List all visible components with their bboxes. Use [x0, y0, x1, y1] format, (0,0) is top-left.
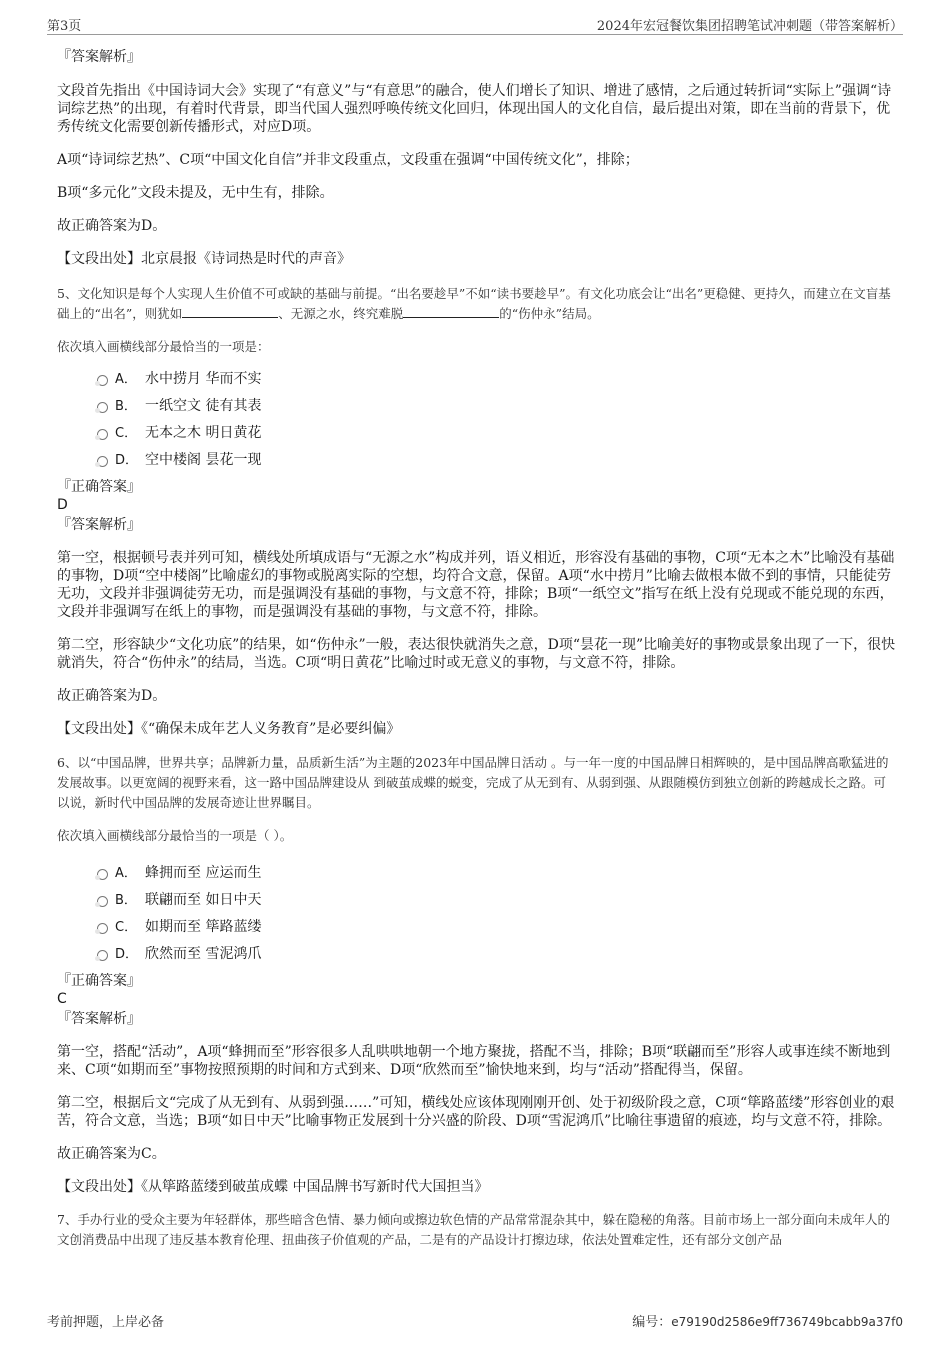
source-line: 【文段出处】《从筚路蓝缕到破茧成蝶 中国品牌书写新时代大国担当》 — [57, 1179, 489, 1195]
analysis-paragraph: B项“多元化”文段未提及，无中生有，排除。 — [57, 185, 334, 201]
radio-icon[interactable] — [97, 375, 108, 386]
stem-text: 的“伤仲永”结局。 — [499, 306, 600, 321]
page-header — [47, 12, 903, 35]
option-c[interactable] — [57, 914, 897, 941]
question-stem: 7、手办行业的受众主要为年轻群体，那些暗含色情、暴力倾向或擦边软色情的产品常常混杂其中，躲在隐秘的角落。目前市场上一部分面向未成年人的文创消费品中出现了违反基本教育伦理、扭曲孩子价值观的产品，二是有的产品设计打擦边球，依法处置难定性，还有部分文创产品 — [57, 1212, 890, 1247]
conclusion: 故正确答案为D。 — [57, 688, 167, 704]
option-letter: D． — [115, 947, 139, 962]
analysis-paragraph: 第一空，搭配“活动”，A项“蜂拥而至”形容很多人乱哄哄地朝一个地方聚拢，搭配不当，排除；B项“联翩而至”形容人或事连续不断地到来、C项“如期而至”事物按照预期的时间和方式到来、D项“欣然而至”愉快地来到，均与“活动”搭配得当，保留。 — [57, 1044, 891, 1078]
option-text: 空中楼阁 昙花一现 — [145, 452, 262, 468]
blank-line — [403, 305, 499, 318]
source-line: 【文段出处】《“确保未成年艺人义务教育”是必要纠偏》 — [57, 721, 401, 737]
option-a[interactable] — [57, 860, 897, 887]
correct-answer-label: 『正确答案』 — [57, 973, 141, 989]
intro-block — [57, 48, 897, 268]
options-list — [57, 366, 897, 474]
question-stem: 6、以“中国品牌，世界共享；品牌新力量，品质新生活”为主题的2023年中国品牌日活动 。与一年一度的中国品牌日相辉映的，是中国品牌高歌猛进的发展故事。以更宽阔的视野来看，这一路中国品牌建设从 到破茧成蝶的蜕变，完成了从无到有、从弱到强、从跟随模仿到独立创新的跨越成长之路。可以说，新时代中国品牌的发展奇迹让世界瞩目。 — [57, 755, 889, 810]
radio-icon[interactable] — [97, 950, 108, 961]
option-text: 一纸空文 徒有其表 — [145, 398, 262, 414]
analysis-paragraph: 第二空，根据后文“完成了从无到有、从弱到强……”可知，横线处应该体现刚刚开创、处于初级阶段之意，C项“筚路蓝缕”形容创业的艰苦，符合文意，当选；B项“如日中天”比喻事物正发展到十分兴盛的阶段、D项“雪泥鸿爪”比喻往事遗留的痕迹，均与文意不符，排除。 — [57, 1095, 895, 1129]
question-prompt: 依次填入画横线部分最恰当的一项是（ ）。 — [57, 828, 293, 843]
stem-text: 、无源之水，终究难脱 — [278, 306, 404, 321]
footer-slogan: 考前押题，上岸必备 — [47, 1315, 165, 1330]
analysis-label: 『答案解析』 — [57, 1011, 141, 1027]
page-content — [57, 45, 897, 1250]
analysis-paragraph: A项“诗词综艺热”、C项“中国文化自信”并非文段重点，文段重在强调“中国传统文化”，排除； — [57, 152, 639, 168]
document-title: 2024年宏冠餐饮集团招聘笔试冲刺题（带答案解析） — [596, 19, 903, 34]
source-line: 【文段出处】北京晨报《诗词热是时代的声音》 — [57, 251, 351, 267]
option-text: 蜂拥而至 应运而生 — [145, 865, 262, 881]
option-d[interactable] — [57, 941, 897, 968]
analysis-label: 『答案解析』 — [57, 49, 141, 65]
analysis-paragraph: 文段首先指出《中国诗词大会》实现了“有意义”与“有意思”的融合，使人们增长了知识、增进了感情，之后通过转折词“实际上”强调“诗词综艺热”的出现，有着时代背景，即当代国人强烈呼唤传统文化回归，体现出国人的文化自信，最后提出对策，即在当前的背景下，优秀传统文化需要创新传播形式，对应D项。 — [57, 83, 892, 135]
radio-icon[interactable] — [97, 869, 108, 880]
option-b[interactable] — [57, 393, 897, 420]
code-value: e79190d2586e9ff736749bcabb9a37f0 — [671, 1315, 903, 1329]
conclusion: 故正确答案为C。 — [57, 1146, 166, 1162]
option-text: 水中捞月 华而不实 — [145, 371, 262, 387]
option-letter: A． — [115, 866, 137, 881]
question-7 — [57, 1210, 897, 1250]
option-letter: C． — [115, 920, 138, 935]
code-label: 编号： — [632, 1315, 672, 1330]
option-b[interactable] — [57, 887, 897, 914]
analysis-paragraph: 第一空，根据顿号表并列可知，横线处所填成语与“无源之水”构成并列，语义相近，形容没有基础的事物，C项“无本之木”比喻没有基础的事物，D项“空中楼阁”比喻虚幻的事物或脱离实际的空想，均符合文意，保留。A项“水中捞月”比喻去做根本做不到的事情，只能徒劳无功，文段并非强调徒劳无功，而是强调没有基础的事物，与文意不符，排除；B项“一纸空文”指写在纸上没有兑现或不能兑现的东西，文段并非强调写在纸上的事物，而是强调没有基础的事物，与文意不符，排除。 — [57, 550, 895, 620]
question-prompt: 依次填入画横线部分最恰当的一项是： — [57, 339, 270, 354]
question-stem — [57, 284, 897, 324]
correct-answer: C — [57, 991, 67, 1007]
radio-icon[interactable] — [97, 429, 108, 440]
option-letter: D． — [115, 453, 139, 468]
option-text: 如期而至 筚路蓝缕 — [145, 919, 262, 935]
radio-icon[interactable] — [97, 923, 108, 934]
radio-icon[interactable] — [97, 456, 108, 467]
blank-line — [182, 305, 278, 318]
correct-answer: D — [57, 497, 68, 513]
conclusion: 故正确答案为D。 — [57, 218, 167, 234]
correct-answer-label: 『正确答案』 — [57, 479, 141, 495]
stem-text: 5、文化知识是每个人实现人生价值不可或缺的基础与前提。“出名要趁早”不如“读书要趁早”。有文化功底会让“出名”更稳健、更持久，而建立在文盲基础上的“出名”，则犹如 — [57, 286, 891, 321]
analysis-label: 『答案解析』 — [57, 517, 141, 533]
option-letter: A． — [115, 372, 137, 387]
page-number: 第3页 — [47, 19, 82, 34]
option-text: 欣然而至 雪泥鸿爪 — [145, 946, 262, 962]
analysis-paragraph: 第二空，形容缺少“文化功底”的结果，如“伤仲永”一般，表达很快就消失之意，D项“昙花一现”比喻美好的事物或景象出现了一下，很快就消失，符合“伤仲永”的结局，当选。C项“明日黄花”比喻过时或无意义的事物，与文意不符，排除。 — [57, 637, 896, 671]
question-6 — [57, 753, 897, 1196]
radio-icon[interactable] — [97, 896, 108, 907]
option-letter: B． — [115, 893, 137, 908]
options-list — [57, 860, 897, 968]
option-c[interactable] — [57, 420, 897, 447]
option-text: 无本之木 明日黄花 — [145, 425, 262, 441]
option-letter: B． — [115, 399, 137, 414]
option-letter: C． — [115, 426, 138, 441]
document-code — [632, 1311, 903, 1330]
radio-icon[interactable] — [97, 402, 108, 413]
option-d[interactable] — [57, 447, 897, 474]
option-text: 联翩而至 如日中天 — [145, 892, 262, 908]
question-5 — [57, 284, 897, 738]
option-a[interactable] — [57, 366, 897, 393]
